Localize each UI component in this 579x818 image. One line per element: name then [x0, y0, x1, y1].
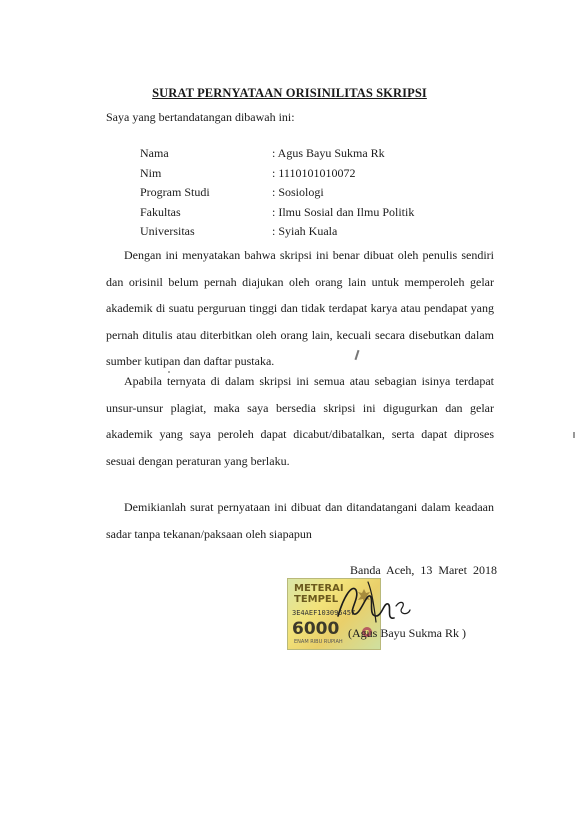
field-value-nim: : 1110101010072	[272, 165, 356, 180]
signer-name: (Agus Bayu Sukma Rk )	[348, 626, 466, 640]
statement-paragraph: Dengan ini menyatakan bahwa skripsi ini benar dibuat oleh penulis sendiri dan orisinil belum pernah diajukan oleh orang lain untuk memperoleh gelar akademik di suatu perguruan tinggi dan tidak terdapat karya atau pendapat yang pernah ditulis atau diterbitkan oleh orang lain, kecuali secara disebutkan dalam sumber kutipan dan daftar pustaka.	[106, 248, 494, 368]
stamp-code: 3E4AEF103095457	[292, 609, 356, 617]
intro-text: Saya yang bertandatangan dibawah ini:	[106, 110, 295, 124]
stamp-value: 6000	[292, 619, 340, 639]
stamp-line-2: TEMPEL	[294, 594, 339, 605]
field-value-program-studi: : Sosiologi	[272, 185, 324, 199]
field-value-fakultas: : Ilmu Sosial dan Ilmu Politik	[272, 204, 415, 219]
plagiarism-paragraph: Apabila ternyata di dalam skripsi ini semua atau sebagian isinya terdapat unsur-unsur plagiat, maka saya bersedia skripsi ini digugurkan dan gelar akademik yang saya peroleh dapat dicabut/dibatalkan, serta dapat diproses sesuai dengan peraturan yang berlaku.	[106, 374, 494, 468]
field-value-nama: : Agus Bayu Sukma Rk	[272, 146, 385, 160]
stamp-sub: ENAM RIBU RUPIAH	[294, 639, 343, 645]
field-label-nim: Nim	[140, 165, 162, 180]
closing-paragraph: Demikianlah surat pernyataan ini dibuat dan ditandatangani dalam keadaan sadar tanpa tekanan/paksaan oleh siapapun	[106, 500, 494, 541]
field-label-nama: Nama	[140, 146, 169, 160]
stamp-line-1: METERAI	[294, 583, 344, 594]
field-label-fakultas: Fakultas	[140, 204, 181, 219]
field-value-universitas: : Syiah Kuala	[272, 224, 338, 238]
field-label-universitas: Universitas	[140, 224, 195, 238]
place-date: Banda Aceh, 13 Maret 2018	[350, 563, 497, 577]
field-label-program-studi: Program Studi	[140, 185, 210, 199]
scan-mark	[573, 432, 575, 438]
scan-mark	[168, 371, 170, 373]
document-title: SURAT PERNYATAAN ORISINILITAS SKRIPSI	[152, 86, 427, 100]
